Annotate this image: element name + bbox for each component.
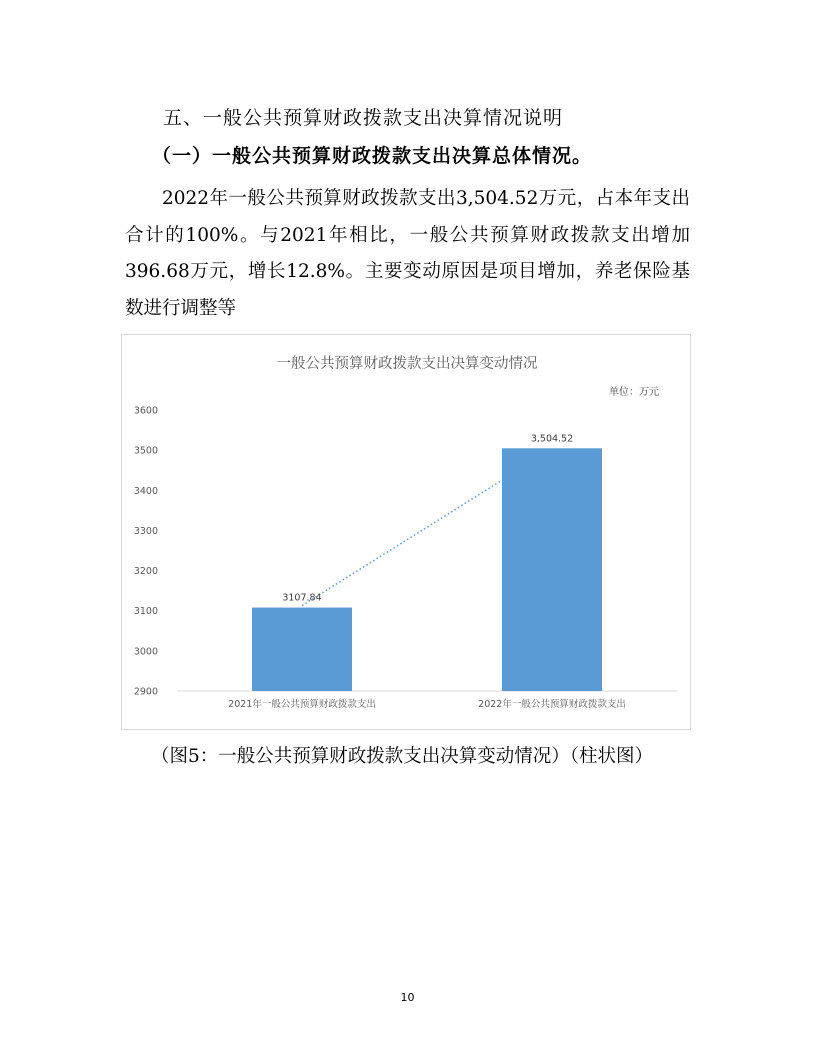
subsection-heading: （一）一般公共预算财政拨款支出决算总体情况。 xyxy=(152,145,593,167)
chart-title: 一般公共预算财政拨款支出决算变动情况 xyxy=(276,356,538,372)
y-tick-label: 3300 xyxy=(133,525,158,537)
y-tick-label: 3200 xyxy=(133,566,158,578)
summary-paragraph: 2022年一般公共预算财政拨款支出3,504.52万元，占本年支出合计的100%。与2021年相比，一般公共预算财政拨款支出增加396.68万元，增长12.8%。主要变动原因是项目增加，养老保险基数进行调整等 xyxy=(125,188,690,319)
bar xyxy=(252,608,352,691)
chart-canvas xyxy=(122,335,692,731)
data-label: 3107.84 xyxy=(282,592,322,604)
data-label: 3,504.52 xyxy=(530,433,574,445)
section-heading: 五、一般公共预算财政拨款支出决算情况说明 xyxy=(163,107,564,129)
chart-unit-label: 单位：万元 xyxy=(609,387,659,398)
y-tick-label: 3100 xyxy=(133,606,158,618)
y-tick-label: 3400 xyxy=(133,485,158,497)
y-axis xyxy=(134,406,158,698)
bar xyxy=(502,448,602,691)
x-category-label: 2022年一般公共预算财政拨款支出 xyxy=(478,699,626,710)
bar-chart xyxy=(121,334,691,730)
y-tick-label: 3500 xyxy=(133,445,158,457)
x-axis xyxy=(228,698,626,710)
y-tick-label: 3600 xyxy=(133,405,158,417)
y-tick-label: 3000 xyxy=(133,646,158,658)
page-number: 10 xyxy=(400,991,415,1004)
x-category-label: 2021年一般公共预算财政拨款支出 xyxy=(228,699,376,710)
trendline xyxy=(302,480,502,605)
bar-series xyxy=(252,448,602,691)
y-tick-label: 2900 xyxy=(133,686,158,698)
trendline-segment xyxy=(302,480,502,605)
figure-caption: （图5：一般公共预算财政拨款支出决算变动情况）（柱状图） xyxy=(151,746,654,767)
